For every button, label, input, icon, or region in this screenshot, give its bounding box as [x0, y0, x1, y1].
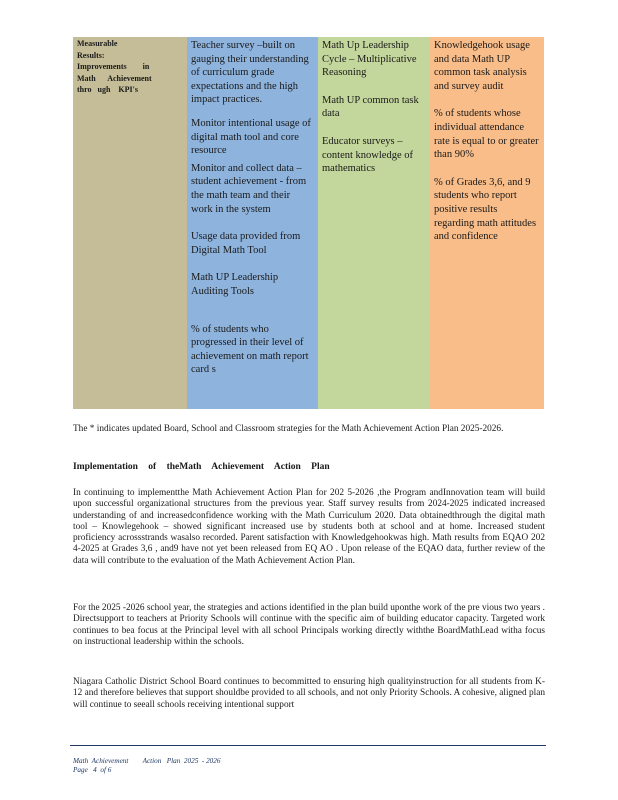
strategies-note: The * indicates updated Board, School and Classroom strategies for the Math Achievement Action Plan 2025-2026. [73, 424, 504, 434]
footer-title: Math Achievement Action Plan 2025 - 2026 [73, 757, 221, 765]
table-cell-paragraph: Monitor intentional usage of digital math tool and core resource [191, 117, 311, 157]
table-column-leadership-data [318, 37, 430, 409]
table-cell-paragraph: Usage data provided from Digital Math Tool [191, 231, 301, 256]
body-paragraph: In continuing to implementthe Math Achievement Action Plan for 202 5-2026 ,the Program andInnovation team will build upon successful organizational structures from the previous year. Staff survey results from 2024-2025 indicated increased understanding of and increasedconfidence working with the Math Curriculum 2020. Data obtainedthrough the digital math tool – Knowlegehook – showed significant increased use by students both at school and at home. Increased student proficiency acrossstrands wasalso recorded. Parent satisfaction with Knowledgehookwas high. Math results from EQAO 202 4-2025 at Grades 3,6 , and9 have not yet been released from EQ AO . Upon release of the EQAO data, further review of the data will contribute to the evaluation of the Math Achievement Action Plan. [73, 488, 545, 566]
footer-page-number: Page 4 of 6 [73, 766, 112, 774]
footer-divider [70, 745, 546, 746]
table-cell-line: Improvements in [77, 62, 150, 71]
table-cell-paragraph: Educator surveys – content knowledge of mathematics [322, 135, 413, 175]
body-paragraph: For the 2025 -2026 school year, the strategies and actions identified in the plan build uponthe work of the pre vious two years . Directsupport to teachers at Priority Schools will continue with the specific aim of building educator capacity. Targeted work continues to bea focus at the Principal level with all school Principals working directly withthe BoardMathLead witha focus on instructional leadership within the schools. [73, 603, 545, 647]
page-footer [73, 757, 220, 775]
table-cell-paragraph: % of students whose individual attendance rate is equal to or greater than 90% [434, 108, 539, 161]
table-cell-paragraph: % of students who progressed in their level of achievement on math report card s [191, 323, 309, 376]
table-cell-paragraph: Monitor and collect data –student achievement - from the math team and their work in the system [191, 162, 307, 215]
table-cell-line: Measurable [77, 39, 118, 48]
kpi-table [73, 37, 544, 409]
body-paragraph: Niagara Catholic District School Board continues to becommitted to ensuring high qualityinstruction for all students from K-12 and therefore believes that support shouldbe provided to all schools, and not only Priority Schools. A cohesive, aligned plan will continue to seeall schools receiving intentional support [73, 677, 545, 710]
table-column-teacher-data [187, 37, 318, 409]
table-cell-line: thro ugh KPI's [77, 85, 138, 94]
table-cell-paragraph: Knowledgehook usage and data Math UP common task analysis and survey audit [434, 40, 530, 92]
table-cell-paragraph: Teacher survey –built on gauging their understanding of curriculum grade expectations and the high impact practices. [191, 40, 309, 106]
section-heading: Implementation of theMath Achievement Action Plan [73, 462, 330, 472]
table-cell-line: Math Achievement [77, 73, 152, 83]
table-cell-paragraph: % of Grades 3,6, and 9 students who report positive results regarding math attitudes and confidence [434, 176, 537, 243]
table-cell-paragraph: Math UP Leadership Auditing Tools [191, 272, 279, 297]
table-cell-line: Results: [77, 50, 105, 60]
table-column-student-data [430, 37, 544, 409]
table-column-measurable-results [73, 37, 187, 409]
table-cell-paragraph: Math UP common task data [322, 94, 419, 120]
table-cell-paragraph: Math Up Leadership Cycle – Multiplicative Reasoning [322, 40, 417, 79]
